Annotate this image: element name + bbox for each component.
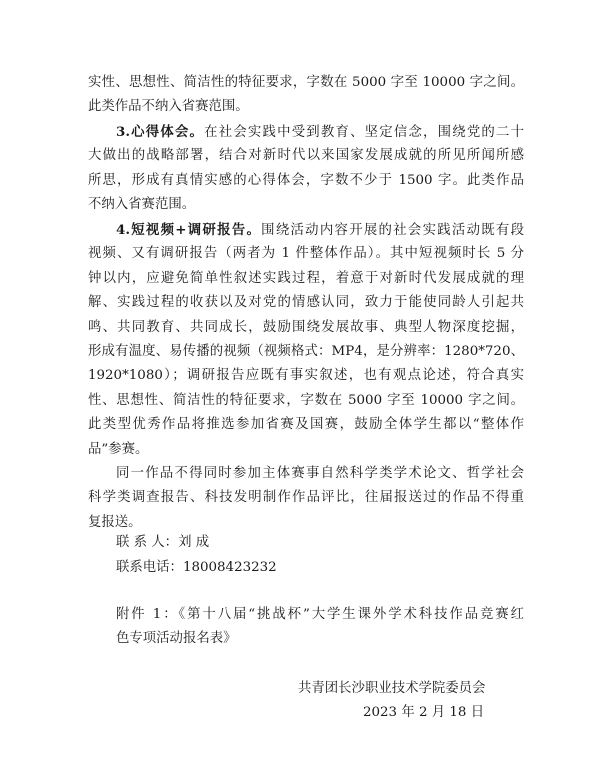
text-fragment: 围绕活动内容开展的社会实践活动既有段 bbox=[261, 223, 524, 238]
text-line: 同一作品不得同时参加主体赛事自然科学类学术论文、哲学社会 bbox=[116, 466, 524, 481]
signature-organization: 共青团长沙职业技术学院委员会 bbox=[298, 681, 486, 696]
text-line: 大做出的战略部署，结合对新时代以来国家发展成就的所见所闻所感 bbox=[88, 148, 524, 164]
text-line: 钟以内，应避免简单性叙述实践过程，着意于对新时代发展成就的理 bbox=[88, 270, 524, 286]
text-fragment: 在社会实践中受到教育、坚定信念，围绕党的二十 bbox=[204, 125, 525, 140]
text-line: 色专项活动报名表》 bbox=[116, 631, 237, 647]
paragraph-video-report bbox=[88, 218, 524, 462]
contact-person bbox=[116, 531, 209, 555]
section-heading: 3.心得体会。 bbox=[116, 124, 205, 140]
text-line: 此类作品不纳入省赛范围。 bbox=[88, 99, 249, 115]
paragraph-rules bbox=[88, 462, 524, 535]
text-line: 鸣、共同教育、共同成长，鼓励围绕发展故事、典型人物深度挖掘， bbox=[88, 319, 524, 335]
text-line: 1920*1080）；调研报告应既有事实叙述，也有观点论述，符合真实 bbox=[88, 368, 524, 384]
text-line: 此类型优秀作品将推选参加省赛及国赛，鼓励全体学生都以“整体作 bbox=[88, 417, 524, 433]
contact-phone-value: 18008423232 bbox=[182, 560, 277, 575]
text-line: 不纳入省赛范围。 bbox=[88, 197, 196, 213]
text-line: 品”参赛。 bbox=[88, 441, 149, 457]
text-line: 性、思想性、简洁性的特征要求，字数在 5000 字至 10000 字之间。 bbox=[88, 392, 524, 408]
text-line: 实性、思想性、简洁性的特征要求，字数在 5000 字至 10000 字之间。 bbox=[88, 75, 524, 90]
text-line bbox=[88, 120, 524, 144]
text-line bbox=[88, 218, 524, 242]
contact-person-label: 联 系 人： bbox=[116, 535, 179, 550]
text-line: 视频、又有调研报告（两者为 1 件整体作品）。其中短视频时长 5 分 bbox=[88, 246, 524, 262]
text-line: 形成有温度、易传播的视频（视频格式：MP4，是分辨率：1280*720、 bbox=[88, 343, 524, 359]
text-line: 附件 1：《第十八届“挑战杯”大学生课外学术科技作品竞赛红 bbox=[116, 607, 524, 622]
text-line: 复报送。 bbox=[88, 514, 142, 530]
contact-person-value: 刘 成 bbox=[178, 535, 210, 550]
contact-phone-label: 联系电话： bbox=[116, 560, 183, 575]
contact-phone bbox=[116, 556, 277, 580]
section-heading: 4.短视频+调研报告。 bbox=[116, 222, 262, 238]
paragraph-continuation bbox=[88, 71, 524, 120]
text-line: 解、实践过程的收获以及对党的情感认同，致力于能使同龄人引起共 bbox=[88, 295, 524, 311]
attachment-note bbox=[116, 603, 524, 652]
text-line: 所思，形成有真情实感的心得体会，字数不少于 1500 字。此类作品 bbox=[88, 172, 524, 188]
paragraph-reflection bbox=[88, 120, 524, 218]
signature-date: 2023 年 2 月 18 日 bbox=[363, 705, 485, 720]
text-line: 科学类调查报告、科技发明制作作品评比，往届报送过的作品不得重 bbox=[88, 490, 524, 506]
